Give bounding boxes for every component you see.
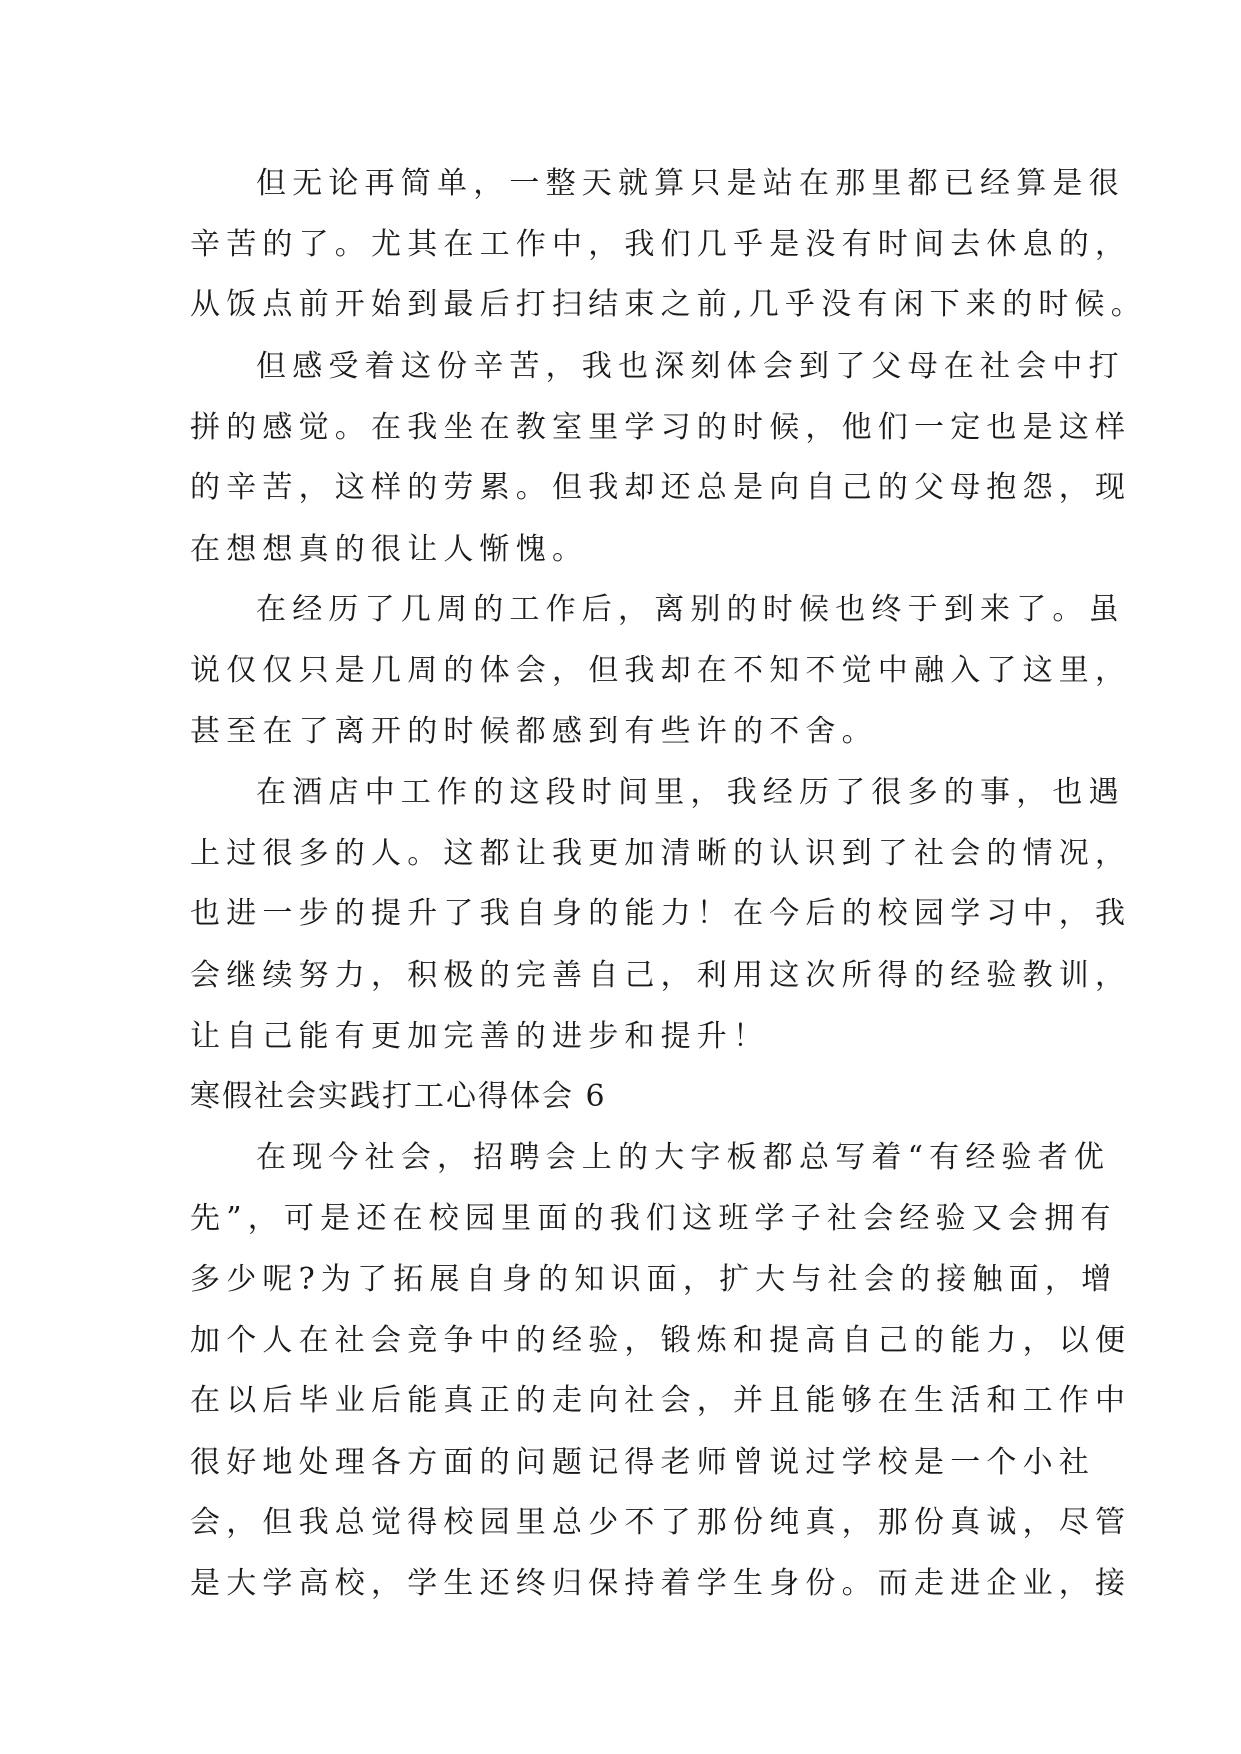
paragraph-line: 在以后毕业后能真正的走向社会，并且能够在生活和工作中 bbox=[190, 1383, 1132, 1418]
paragraph-line: 是大学高校，学生还终归保持着学生身份。而走进企业，接 bbox=[190, 1566, 1132, 1601]
paragraph-line: 但无论再简单，一整天就算只是站在那里都已经算是很 bbox=[256, 166, 1125, 201]
paragraph-line: 辛苦的了。尤其在工作中，我们几乎是没有时间去休息的， bbox=[190, 227, 1132, 262]
paragraph-line: 多少呢?为了拓展自身的知识面，扩大与社会的接触面，增 bbox=[190, 1262, 1118, 1297]
paragraph-line: 在想想真的很让人惭愧。 bbox=[190, 532, 589, 567]
paragraph-line: 但感受着这份辛苦，我也深刻体会到了父母在社会中打 bbox=[256, 349, 1125, 384]
paragraph-line: 说仅仅只是几周的体会，但我却在不知不觉中融入了这里， bbox=[190, 653, 1132, 688]
paragraph-line: 拼的感觉。在我坐在教室里学习的时候，他们一定也是这样 bbox=[190, 410, 1132, 445]
paragraph-line: 很好地处理各方面的问题记得老师曾说过学校是一个小社 bbox=[190, 1445, 1095, 1480]
paragraph-line: 甚至在了离开的时候都感到有些许的不舍。 bbox=[190, 714, 878, 749]
paragraph-line: 加个人在社会竞争中的经验，锻炼和提高自己的能力，以便 bbox=[190, 1323, 1132, 1358]
paragraph-line: 在酒店中工作的这段时间里，我经历了很多的事，也遇 bbox=[256, 775, 1125, 810]
paragraph-line: 先”，可是还在校园里面的我们这班学子社会经验又会拥有 bbox=[190, 1201, 1117, 1236]
paragraph-line: 在现今社会，招聘会上的大字板都总写着“有经验者优 bbox=[256, 1140, 1111, 1175]
paragraph-line: 在经历了几周的工作后，离别的时候也终于到来了。虽 bbox=[256, 592, 1125, 627]
paragraph-line: 从饭点前开始到最后打扫结束之前,几乎没有闲下来的时候。 bbox=[190, 287, 1147, 322]
paragraph-line: 会继续努力，积极的完善自己，利用这次所得的经验教训， bbox=[190, 958, 1132, 993]
paragraph-line: 会，但我总觉得校园里总少不了那份纯真，那份真诚，尽管 bbox=[190, 1505, 1132, 1540]
paragraph-line: 让自己能有更加完善的进步和提升！ bbox=[190, 1019, 770, 1054]
paragraph-line: 也进一步的提升了我自身的能力！在今后的校园学习中，我 bbox=[190, 896, 1132, 931]
paragraph-line: 上过很多的人。这都让我更加清晰的认识到了社会的情况， bbox=[190, 836, 1132, 871]
paragraph-line: 的辛苦，这样的劳累。但我却还总是向自己的父母抱怨，现 bbox=[190, 470, 1132, 505]
section-heading: 寒假社会实践打工心得体会 6 bbox=[190, 1079, 607, 1114]
